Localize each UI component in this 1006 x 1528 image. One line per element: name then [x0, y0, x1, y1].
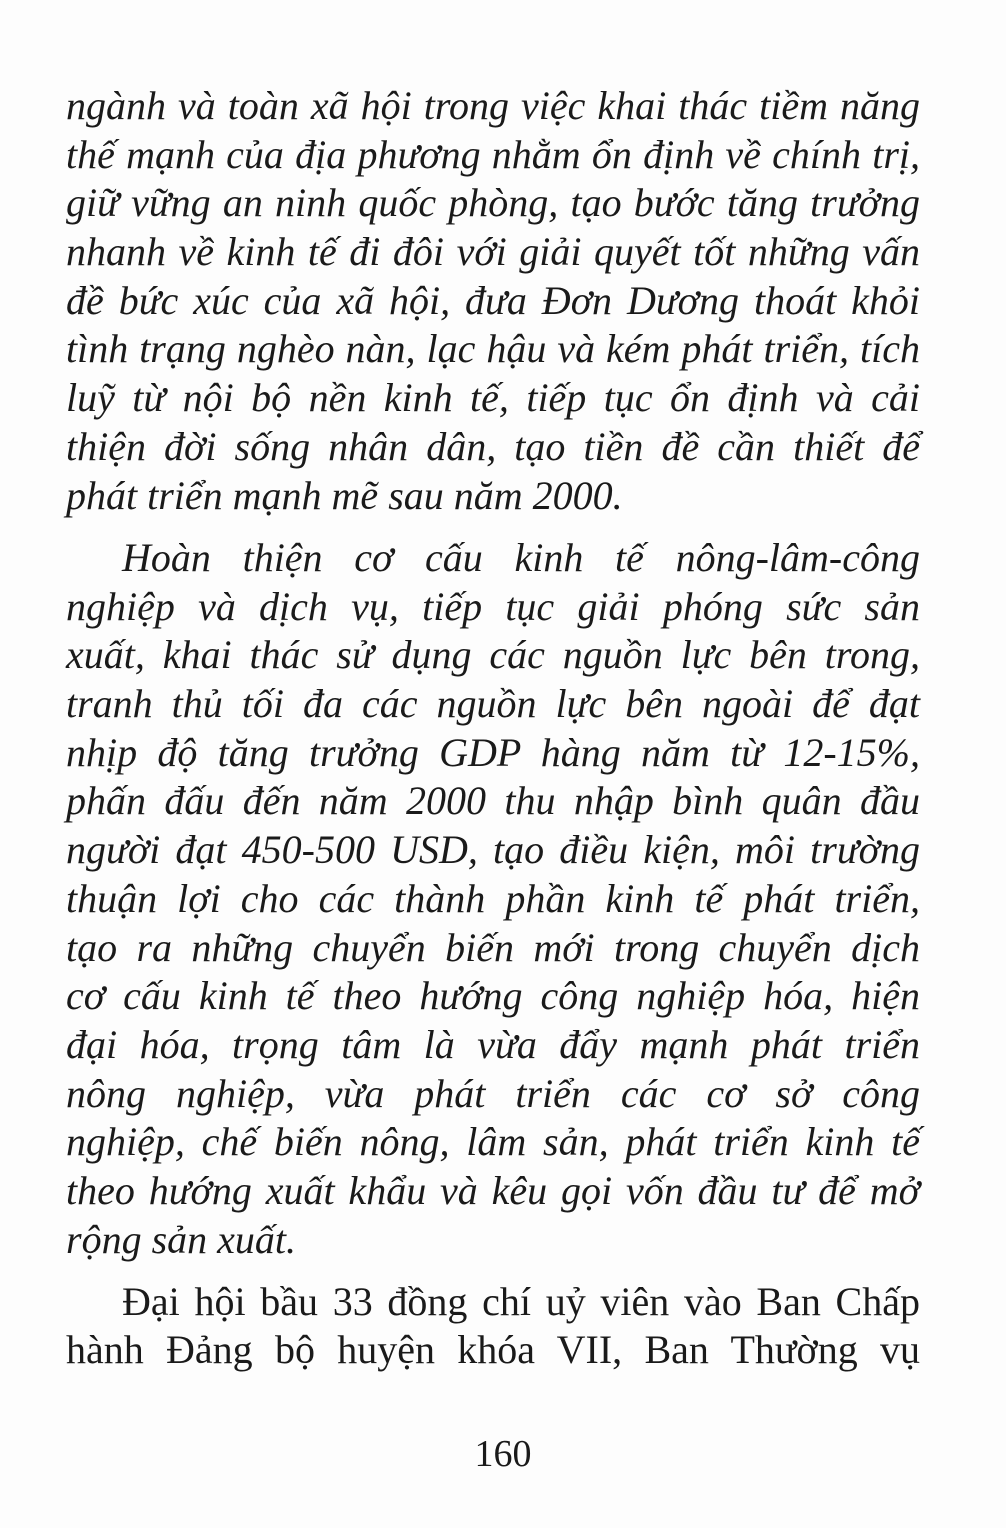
text-line: luỹ từ nội bộ nền kinh tế, tiếp tục ổn định và cải: [66, 375, 920, 421]
text-line: thế mạnh của địa phương nhằm ổn định về chính trị,: [66, 131, 920, 177]
text-line: xuất, khai thác sử dụng các nguồn lực bên trong,: [66, 632, 920, 678]
text-line: tình trạng nghèo nàn, lạc hậu và kém phát triển, tích: [66, 326, 920, 372]
text-line: rộng sản xuất.: [66, 1216, 296, 1262]
text-line: đại hóa, trọng tâm là vừa đẩy mạnh phát triển: [66, 1021, 920, 1067]
page-number: 160: [474, 1433, 532, 1475]
paragraph-3: [66, 1278, 920, 1374]
text-line: phát triển mạnh mẽ sau năm 2000.: [66, 472, 623, 518]
text-line: đề bức xúc của xã hội, đưa Đơn Dương thoát khỏi: [66, 277, 920, 323]
text-line: hành Đảng bộ huyện khóa VII, Ban Thường vụ: [66, 1327, 920, 1372]
text-line: nhịp độ tăng trưởng GDP hàng năm từ 12-15%,: [66, 729, 920, 775]
text-line: cơ cấu kinh tế theo hướng công nghiệp hóa, hiện: [66, 973, 920, 1019]
text-line: Đại hội bầu 33 đồng chí uỷ viên vào Ban Chấp: [122, 1279, 920, 1324]
text-line: nghiệp và dịch vụ, tiếp tục giải phóng sức sản: [66, 583, 920, 629]
text-line: nhanh về kinh tế đi đôi với giải quyết tốt những vấn: [66, 229, 920, 275]
text-line: nghiệp, chế biến nông, lâm sản, phát triển kinh tế: [66, 1119, 920, 1165]
paragraph-2: [66, 534, 920, 1264]
text-line: tranh thủ tối đa các nguồn lực bên ngoài để đạt: [66, 681, 920, 727]
text-line: người đạt 450-500 USD, tạo điều kiện, môi trường: [66, 827, 920, 873]
text-line: tạo ra những chuyển biến mới trong chuyển dịch: [66, 924, 920, 970]
text-line: thuận lợi cho các thành phần kinh tế phát triển,: [66, 875, 920, 921]
text-line: Hoàn thiện cơ cấu kinh tế nông-lâm-công: [122, 535, 920, 580]
text-line: thiện đời sống nhân dân, tạo tiền đề cần thiết để: [66, 423, 920, 469]
text-line: nông nghiệp, vừa phát triển các cơ sở công: [66, 1070, 920, 1116]
text-line: ngành và toàn xã hội trong việc khai thác tiềm năng: [66, 83, 920, 128]
paragraph-1: [66, 82, 920, 520]
text-line: giữ vững an ninh quốc phòng, tạo bước tăng trưởng: [66, 180, 920, 226]
text-line: phấn đấu đến năm 2000 thu nhập bình quân đầu: [66, 778, 920, 824]
text-line: theo hướng xuất khẩu và kêu gọi vốn đầu tư để mở: [66, 1167, 920, 1213]
